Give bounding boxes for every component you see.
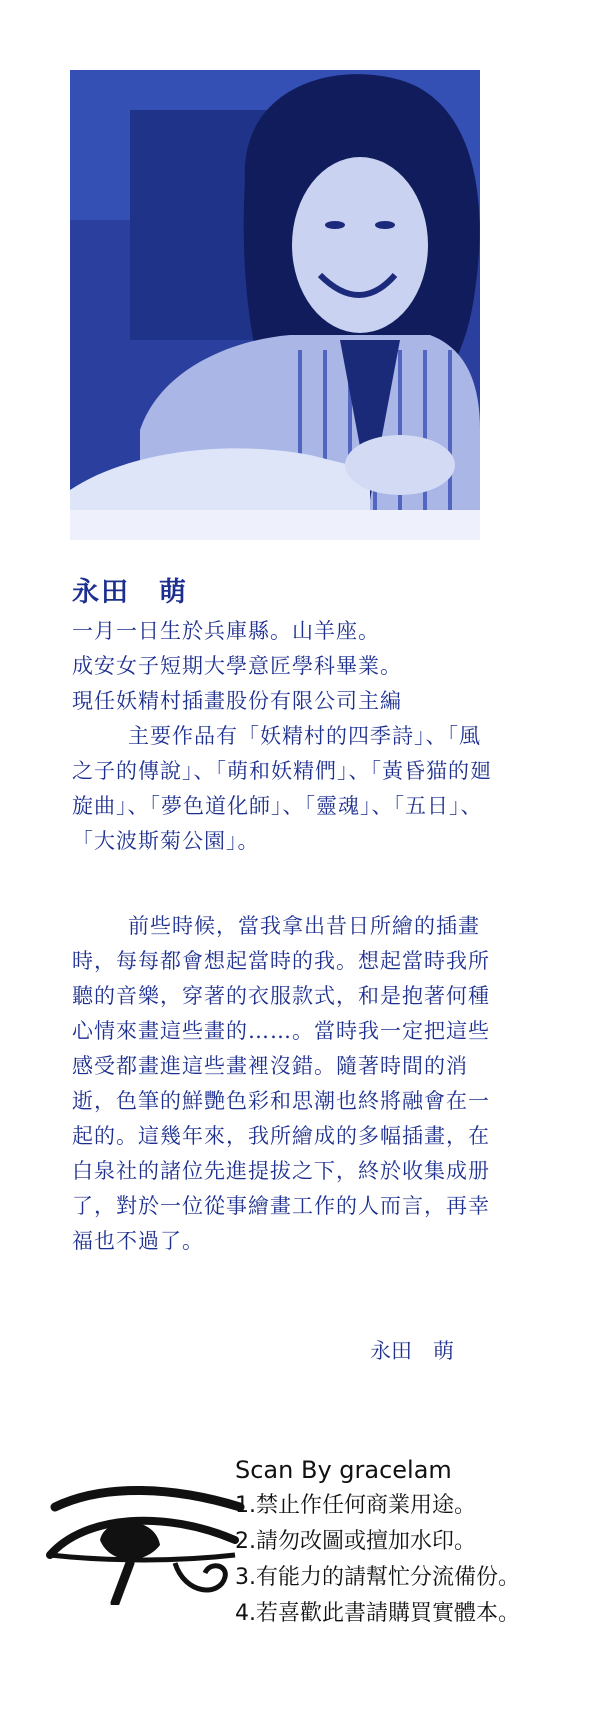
essay-paragraph: 前些時候，當我拿出昔日所繪的插畫時，每每都會想起當時的我。想起當時我所聽的音樂，穿著的衣服款式，和是抱著何種心情來畫這些畫的……。當時我一定把這些感受都畫進這些畫裡沒錯。隨著時間的消逝，色筆的鮮艷色彩和思潮也終將融會在一起的。這幾年來，我所繪成的多幅插畫，在白泉社的諸位先進提拔之下，終於收集成册了，對於一位從事繪畫工作的人而言，再幸福也不過了。 [72,914,490,1253]
author-bio [72,614,492,859]
eye-of-horus-icon [45,1485,245,1605]
essay-signature: 永田 萌 [370,1339,454,1363]
author-portrait [70,70,480,540]
author-name: 永田 萌 [72,577,188,608]
scan-rule: 4.若喜歡此書請購買實體本。 [235,1601,520,1626]
scan-notice [235,1452,520,1632]
scan-rule: 2.請勿改圖或擅加水印。 [235,1529,476,1554]
scan-rule: 3.有能力的請幫忙分流備份。 [235,1565,520,1590]
bio-works: 主要作品有「妖精村的四季詩」、「風之子的傳說」、「萌和妖精們」、「黃昏猫的廻旋曲」、「夢色道化師」、「靈魂」、「五日」、「大波斯菊公園」。 [72,724,492,853]
bio-line: 一月一日生於兵庫縣。山羊座。 [72,619,380,643]
scan-credit: Scan By gracelam [235,1456,452,1484]
bio-line: 成安女子短期大學意匠學科畢業。 [72,654,402,678]
scan-rule: 1.禁止作任何商業用途。 [235,1493,476,1518]
bio-line: 現任妖精村插畫股份有限公司主編 [72,689,402,713]
